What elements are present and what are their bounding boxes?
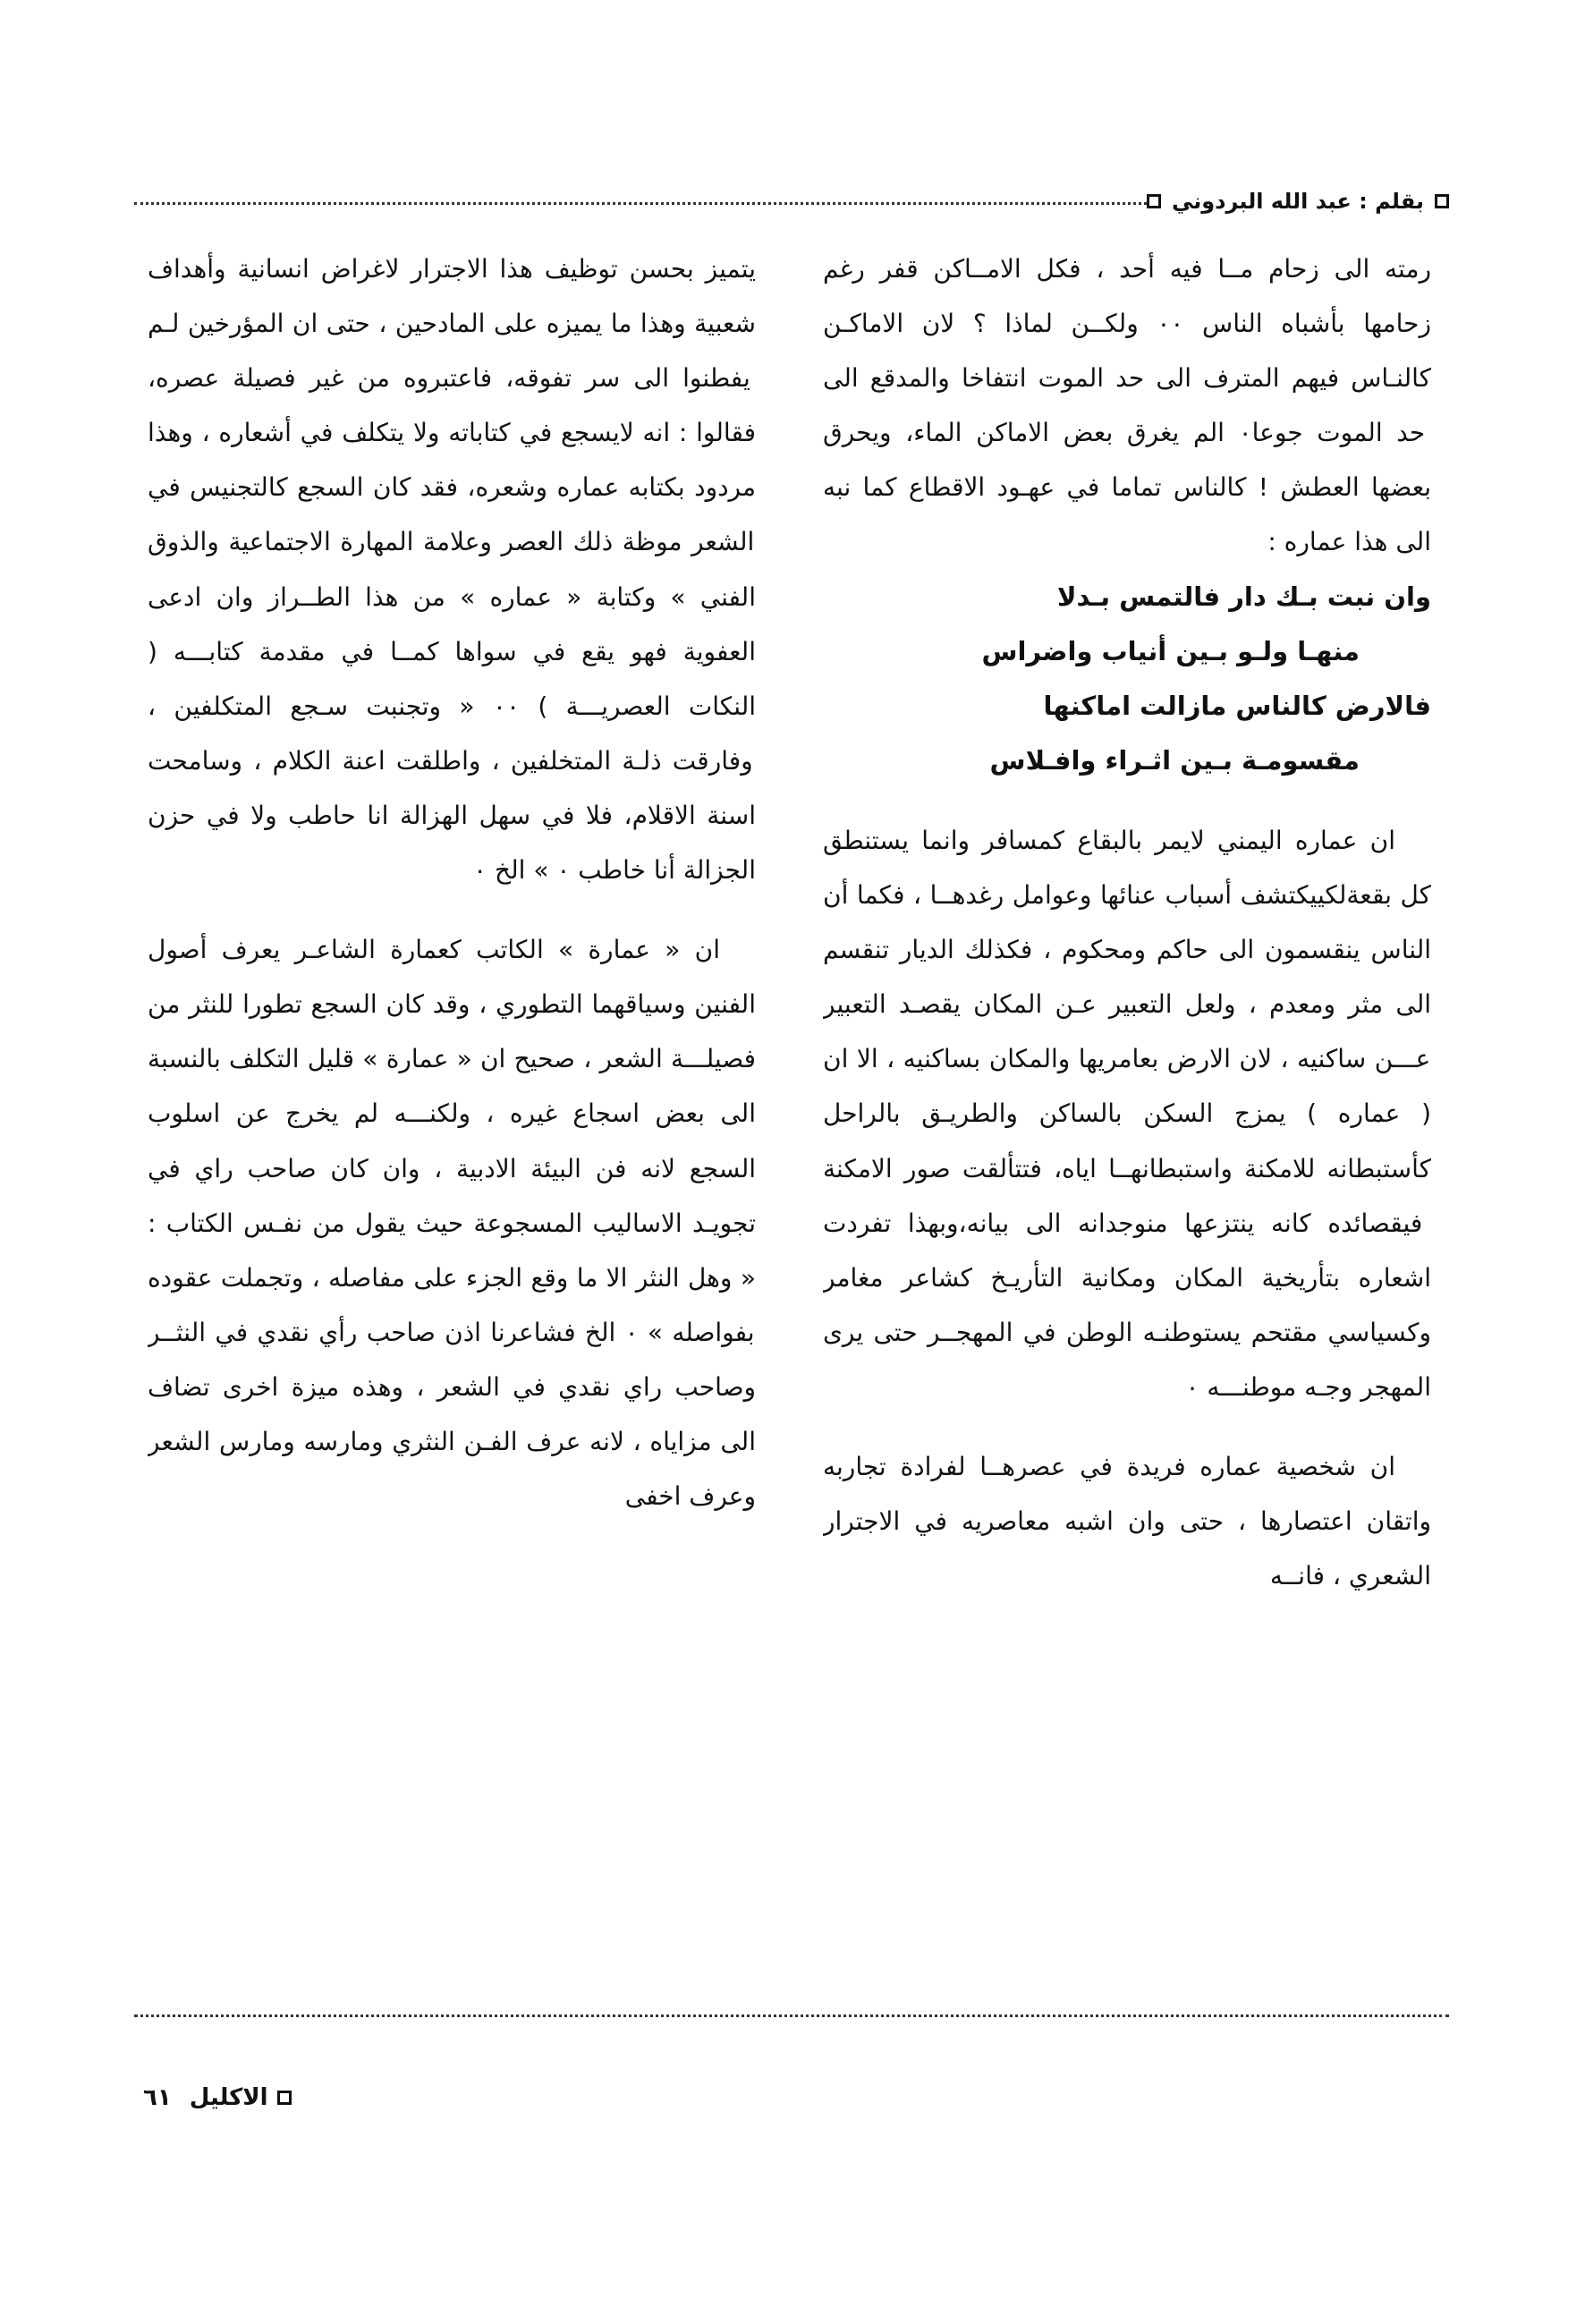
- text-line: رمته الى زحام مــا فيه أحد ، فكل الامــاكن: [918, 254, 1431, 284]
- text-line: ان « عمارة » الكاتب كعمارة الشاعـر: [280, 935, 720, 965]
- text-line: بعضها العطش ! كالناس تماما في عهـود: [985, 472, 1431, 503]
- text-line: وان ادعى العفوية فهو يقع في سواها كمــا: [148, 581, 756, 666]
- text-line: لم يخرج عن اسلوب السجع لانه فن البيئة: [148, 1098, 756, 1183]
- text-line: المكان يقصـد التعبير عـــن ساكنيه ، لان: [823, 989, 1431, 1074]
- text-line: وصاحب راي نقدي في الشعر ، وهذه ميزة: [278, 1371, 756, 1402]
- magazine-name: الاكليل: [189, 2084, 268, 2111]
- text-line: أشعاره ، وهذا مردود بكتابه عماره وشعره،: [148, 418, 756, 503]
- text-line: وانما يستنطق كل بقعةلكييكتشف أسباب: [823, 825, 1431, 911]
- text-line: موطنـــه ٠: [1185, 1371, 1297, 1402]
- text-line: كشاعر مغامر وكسياسي مقتحم يستوطنـه: [823, 1262, 1431, 1347]
- text-line: الادبية ، وان كان صاحب راي في تجويـد: [148, 1153, 756, 1238]
- text-line: ان عماره اليمني لايمر بالبقاع كمسافر: [970, 825, 1396, 855]
- footer-dotted-rule: [134, 2014, 1449, 2017]
- text-line: مفاصله ، وتجملت عقوده بفواصله » ٠ الخ: [148, 1262, 755, 1347]
- poem-verse: منهـا ولـو بـين أنياب واضراس: [981, 635, 1360, 666]
- text-line: اسنة الاقلام، فلا في سهل الهزالة انا حاطب: [276, 800, 756, 830]
- text-line: الاساليب المسجوعة حيث يقول من نفـس: [233, 1208, 682, 1238]
- text-line: فقالوا : انه لايسجع في كتاباته ولا يتكلف في: [291, 418, 756, 448]
- page-header: [134, 183, 1449, 219]
- paragraph: [148, 922, 756, 1523]
- left-column: [148, 242, 756, 1955]
- text-line: ولا في حزن الجزالة أنا خاطب ٠ » الخ ٠: [148, 800, 756, 886]
- dotted-rule: [134, 202, 1147, 205]
- text-line: الشعر ، صحيح ان « عمارة » قليل التكلف: [220, 1044, 663, 1074]
- text-line: الارض بعامريها والمكان بساكنيه ، الا ان: [823, 1044, 1231, 1074]
- text-line: اياه، فتتألقت صور الامكنة فيقصائده كانه: [823, 1153, 1423, 1238]
- text-line: الى حد الموت انتفاخا والمدقع الى حد الموت: [823, 363, 1426, 448]
- page-footer: [134, 2080, 292, 2116]
- square-bullet-icon: [277, 2091, 292, 2105]
- text-line: يتميز بحسن توظيف هذا الاجترار لاغراض: [309, 254, 756, 284]
- text-line: وقد كان السجع تطورا للنثر من فصيلـــة: [148, 989, 756, 1074]
- text-line: فشاعرنا اذن صاحب رأي نقدي في النثــر: [148, 1317, 576, 1347]
- text-line: بالراحل كأستبطانه للامكنة واستبطانهــا: [823, 1098, 1431, 1183]
- text-line: ينتزعها منوجدانه الى بيانه،وبهذا تفردت: [823, 1208, 1255, 1238]
- text-line: الوطن في المهجــر حتى يرى المهجر وجـه: [823, 1317, 1431, 1402]
- text-line: قفر رغم زحامها بأشباه الناس ٠٠ ولكــن: [823, 254, 1431, 339]
- text-line: لماذا ؟ لان الاماكـن كالنـاس فيهم المترف: [823, 309, 1431, 394]
- text-line: ينقسمون الى حاكم ومحكوم ، فكذلك الديار: [889, 935, 1360, 965]
- text-line: ( عماره ) يمزج السكن بالساكن والطريـق: [900, 1098, 1431, 1129]
- text-line: اشعاره بتأريخية المكان ومكانية التأريـخ: [971, 1262, 1431, 1293]
- text-line: سر تفوقه، فاعتبروه من غير فصيلة عصره،: [148, 363, 621, 394]
- text-line: جوعا٠ الم يغرق بعض الاماكن الماء، ويحرق: [823, 418, 1303, 448]
- text-line: اخرى تضاف الى مزاياه ، لانه عرف الفـن: [148, 1371, 756, 1456]
- text-line: « وتجنبت سـجع المتكلفين ، وفارقت ذلـة: [148, 691, 753, 776]
- text-line: اشبه معاصريه في الاجترار الشعري ، فانــه: [823, 1506, 1431, 1591]
- text-line: المتخلفين ، واطلقت اعنة الكلام ، وسامحت: [148, 745, 612, 776]
- paragraph: [148, 242, 756, 897]
- poem-verse: مقسومـة بـين اثـراء وافـلاس: [989, 744, 1360, 776]
- author-byline: بقلم : عبد الله البردوني: [1171, 189, 1424, 214]
- text-line: انسانية وأهداف شعبية وهذا ما يميزه على: [148, 254, 756, 339]
- paragraph: [823, 813, 1431, 1414]
- text-line: تنقسم الى مثر ومعدم ، ولعل التعبير عـن: [823, 935, 1431, 1020]
- poem-verse: وان نبت بـك دار فالتمس بـدلا: [1056, 581, 1431, 612]
- text-line: بالنسبة الى بعض اسجاع غيره ، ولكنـــه: [148, 1044, 756, 1129]
- text-line: فقد كان السجع كالتجنيس في الشعر موظة: [148, 472, 755, 557]
- text-line: الاقطاع كما نبه الى هذا عماره :: [823, 472, 1431, 557]
- text-line: الكتاب : « وهل النثر الا ما وقع الجزء على: [148, 1208, 756, 1293]
- square-bullet-icon: [1147, 194, 1161, 208]
- poem-verse: فالارض كالناس مازالت اماكنها: [1043, 690, 1431, 721]
- text-line: المادحين ، حتى ان المؤرخين لـم يفطنوا الى: [148, 309, 750, 394]
- text-line: ان شخصية عماره فريدة في عصرهــا: [965, 1451, 1396, 1481]
- text-line: الفني » وكتابة « عماره » من هذا الطــراز: [253, 581, 756, 612]
- text-line: في مقدمة كتابـــه ( النكات العصريـــة ) ٠٠: [148, 636, 756, 721]
- paragraph: [823, 1439, 1431, 1603]
- text-line: النثري ومارسه ومارس الشعر وعرف اخفى: [148, 1426, 756, 1512]
- text-line: يعرف أصول الفنين وسياقهما التطوري ،: [148, 935, 756, 1020]
- text-line: لفرادة تجاربه واتقان اعتصارها ، حتى وان: [823, 1451, 1431, 1537]
- page-number: ٦١: [143, 2084, 172, 2111]
- paragraph: [823, 242, 1431, 570]
- text-line: ذلك العصر وعلامة المهارة الاجتماعية والذوق: [148, 527, 614, 557]
- square-bullet-icon: [1435, 194, 1449, 208]
- right-column: [823, 242, 1431, 1955]
- text-line: عنائها وعوامل رغدهــا ، فكما أن الناس: [823, 880, 1431, 965]
